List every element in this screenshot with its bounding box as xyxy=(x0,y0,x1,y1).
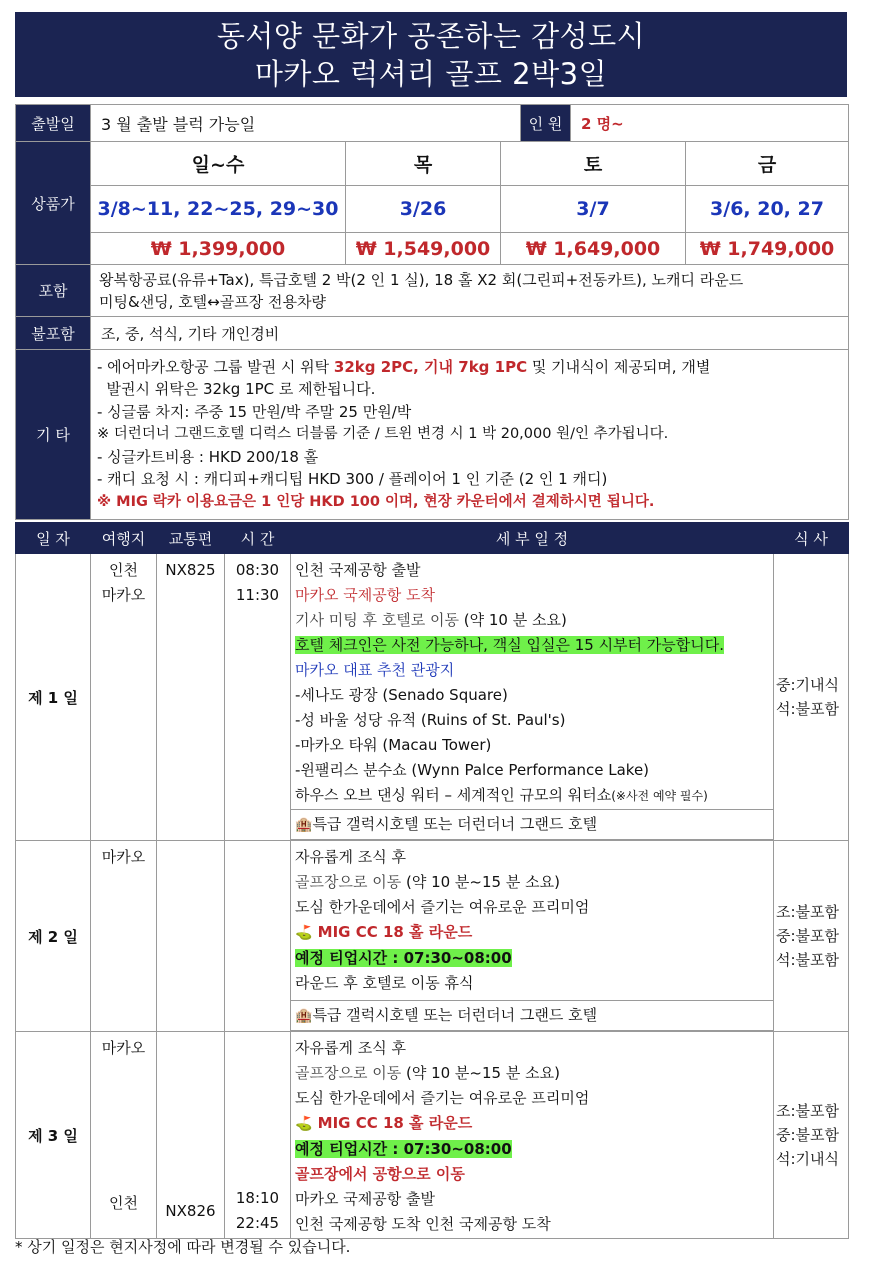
include-line-2: 미팅&샌딩, 호텔↔골프장 전용차량 xyxy=(99,292,326,311)
day-3-time-2: 22:45 xyxy=(235,1214,280,1232)
day-3-meal-3: 석:기내식 xyxy=(776,1150,840,1168)
hotel-icon: 🏨 xyxy=(295,817,313,833)
etc-line-5: - 싱글카트비용 : HKD 200/18 홀 xyxy=(97,447,319,466)
day-2-hotel-name: 특급 갤럭시호텔 또는 더런더너 그랜드 호텔 xyxy=(312,1006,598,1024)
day-2-meals xyxy=(774,841,849,1032)
price-col-dates-1: 3/8~11, 22~25, 29~30 xyxy=(91,186,346,233)
exclude-label: 불포함 xyxy=(16,317,91,350)
day-3-detail-5 xyxy=(291,1137,773,1162)
day-1-detail-5: 마카오 대표 추천 관광지 xyxy=(295,661,455,679)
day-3-detail-2-a: 골프장으로 이동 xyxy=(295,1064,406,1082)
title-line-2: 마카오 럭셔리 골프 2박3일 xyxy=(254,56,608,91)
day-1-details xyxy=(291,554,774,841)
day-3-meal-2: 중:불포함 xyxy=(776,1126,840,1144)
etc-label: 기 타 xyxy=(16,350,91,520)
day-1-places xyxy=(91,554,157,841)
price-col-dates-2: 3/26 xyxy=(346,186,501,233)
day-3-detail-4 xyxy=(291,1111,773,1137)
day-1-meal-2: 석:불포함 xyxy=(776,700,840,718)
day-3-time-1: 18:10 xyxy=(235,1189,280,1207)
day-1-meals xyxy=(774,554,849,841)
day-2-detail-1: 자유롭게 조식 후 xyxy=(295,848,406,866)
day-2-detail-2-b: (약 10 분~15 분 소요) xyxy=(405,873,560,891)
day-1-place-2: 마카오 xyxy=(101,586,146,604)
day-1-hotel-name: 특급 갤럭시호텔 또는 더런더너 그랜드 호텔 xyxy=(312,815,598,833)
day-1-detail-8: -마카오 타워 (Macau Tower) xyxy=(295,736,492,754)
day-1-flight: NX825 xyxy=(157,554,225,841)
day-1-detail-3-a: 기사 미팅 후 호텔로 이동 xyxy=(295,611,464,629)
day-1-times xyxy=(225,554,291,841)
day-3-detail-8: 인천 국제공항 도착 인천 국제공항 도착 xyxy=(295,1215,551,1233)
day-2-details xyxy=(291,841,774,1032)
day-2-hotel xyxy=(291,1000,773,1031)
header-day: 일 자 xyxy=(16,523,91,554)
day-2-times xyxy=(225,841,291,1032)
departure-value: 3 월 출발 블럭 가능일 xyxy=(91,105,521,142)
day-2-detail-3: 도심 한가운데에서 즐기는 여유로운 프리미엄 xyxy=(295,898,590,916)
day-1-time-1: 08:30 xyxy=(235,561,280,579)
day-1-place-1: 인천 xyxy=(109,561,138,579)
day-2-meal-2: 중:불포함 xyxy=(776,927,840,945)
day-1-detail-7: -성 바울 성당 유적 (Ruins of St. Paul's) xyxy=(295,711,566,729)
header-meal: 식 사 xyxy=(774,523,849,554)
day-1-detail-4 xyxy=(291,633,773,658)
day-1-row xyxy=(16,554,849,841)
include-line-1: 왕복항공료(유류+Tax), 특급호텔 2 박(2 인 1 실), 18 홀 X2 회(그린피+전동카트), 노캐디 라운드 xyxy=(99,270,744,289)
etc-line-2: 발권시 위탁은 32kg 1PC 로 제한됩니다. xyxy=(97,380,376,399)
day-3-golf-round: MIG CC 18 홀 라운드 xyxy=(317,1114,473,1132)
price-col-day-2: 목 xyxy=(346,142,501,186)
golf-flag-icon: ⛳ xyxy=(295,1116,313,1132)
day-1-detail-3-b: (약 10 분 소요) xyxy=(463,611,567,629)
header-place: 여행지 xyxy=(91,523,157,554)
day-1-label: 제 1 일 xyxy=(16,554,91,841)
title-banner xyxy=(15,12,847,97)
day-2-detail-5 xyxy=(291,946,773,971)
etc-value xyxy=(91,350,849,520)
price-col-dates-3: 3/7 xyxy=(501,186,686,233)
day-3-detail-6: 골프장에서 공항으로 이동 xyxy=(295,1165,465,1183)
day-2-teetime: 예정 티업시간 : 07:30~08:00 xyxy=(295,949,512,967)
day-2-detail-2 xyxy=(291,870,773,895)
etc-line-3: - 싱글룸 차지: 주중 15 만원/박 주말 25 만원/박 xyxy=(97,402,412,421)
departure-label: 출발일 xyxy=(16,105,91,142)
price-col-day-4: 금 xyxy=(686,142,849,186)
day-3-flight: NX826 xyxy=(157,1032,225,1239)
day-3-label: 제 3 일 xyxy=(16,1032,91,1239)
day-3-places xyxy=(91,1032,157,1239)
day-1-detail-6: -세나도 광장 (Senado Square) xyxy=(295,686,508,704)
day-3-detail-7: 마카오 국제공항 출발 xyxy=(295,1190,435,1208)
include-label: 포함 xyxy=(16,265,91,317)
day-3-meals xyxy=(774,1032,849,1239)
day-2-meal-1: 조:불포함 xyxy=(776,903,840,921)
etc-line-6: - 캐디 요청 시 : 캐디피+캐디팁 HKD 300 / 플레이어 1 인 기준 (2 인 1 캐디) xyxy=(97,470,608,489)
day-1-checkin-note: 호텔 체크인은 사전 가능하나, 객실 입실은 15 시부터 가능합니다. xyxy=(295,636,725,654)
day-3-details xyxy=(291,1032,774,1239)
title-line-1: 동서양 문화가 공존하는 감성도시 xyxy=(216,18,646,53)
day-2-detail-4 xyxy=(291,920,773,946)
etc-line-1-highlight: 32kg 2PC, 기내 7kg 1PC xyxy=(333,357,528,376)
include-value xyxy=(91,265,849,317)
price-col-price-3: ₩ 1,649,000 xyxy=(501,233,686,265)
golf-flag-icon: ⛳ xyxy=(295,925,313,941)
price-label: 상품가 xyxy=(16,142,91,265)
day-1-detail-10-a: 하우스 오브 댄싱 워터 – 세계적인 규모의 워터쇼 xyxy=(295,786,612,804)
price-col-day-3: 토 xyxy=(501,142,686,186)
people-label: 인 원 xyxy=(521,105,571,142)
day-1-detail-2: 마카오 국제공항 도착 xyxy=(295,586,435,604)
people-value: 2 명~ xyxy=(571,105,849,142)
day-1-time-2: 11:30 xyxy=(235,586,280,604)
day-3-row xyxy=(16,1032,849,1239)
day-3-detail-2 xyxy=(291,1061,773,1086)
day-3-detail-2-b: (약 10 분~15 분 소요) xyxy=(405,1064,560,1082)
day-1-detail-10 xyxy=(291,783,773,809)
day-2-label: 제 2 일 xyxy=(16,841,91,1032)
day-3-detail-3: 도심 한가운데에서 즐기는 여유로운 프리미엄 xyxy=(295,1089,590,1107)
day-3-times xyxy=(225,1032,291,1239)
day-2-detail-2-a: 골프장으로 이동 xyxy=(295,873,406,891)
price-col-dates-4: 3/6, 20, 27 xyxy=(686,186,849,233)
day-3-detail-1: 자유롭게 조식 후 xyxy=(295,1039,406,1057)
etc-line-1-c: 및 기내식이 제공되며, 개별 xyxy=(527,357,711,376)
day-1-hotel xyxy=(291,809,773,840)
etc-line-1 xyxy=(97,356,842,379)
day-2-meal-3: 석:불포함 xyxy=(776,951,840,969)
day-3-place-1: 마카오 xyxy=(101,1039,146,1057)
day-1-detail-1: 인천 국제공항 출발 xyxy=(295,561,421,579)
day-3-teetime: 예정 티업시간 : 07:30~08:00 xyxy=(295,1140,512,1158)
day-3-place-2: 인천 xyxy=(109,1194,138,1212)
header-transport: 교통편 xyxy=(157,523,225,554)
day-3-meal-1: 조:불포함 xyxy=(776,1102,840,1120)
day-1-meal-1: 중:기내식 xyxy=(776,676,840,694)
price-col-price-4: ₩ 1,749,000 xyxy=(686,233,849,265)
day-2-golf-round: MIG CC 18 홀 라운드 xyxy=(317,923,473,941)
exclude-value: 조, 중, 석식, 기타 개인경비 xyxy=(91,317,849,350)
etc-line-1-a: - 에어마카오항공 그룹 발권 시 위탁 xyxy=(97,357,334,376)
footer-note: * 상기 일정은 현지사정에 따라 변경될 수 있습니다. xyxy=(15,1238,351,1256)
day-2-place-1: 마카오 xyxy=(91,841,157,1032)
day-1-detail-10-b: (※사전 예약 필수) xyxy=(611,789,708,803)
price-col-price-1: ₩ 1,399,000 xyxy=(91,233,346,265)
price-col-price-2: ₩ 1,549,000 xyxy=(346,233,501,265)
etc-line-4: ※ 더런더너 그랜드호텔 디럭스 더블룸 기준 / 트윈 변경 시 1 박 20,000 원/인 추가됩니다. xyxy=(97,426,669,443)
etc-line-7: ※ MIG 락카 이용요금은 1 인당 HKD 100 이며, 현장 카운터에서 결제하시면 됩니다. xyxy=(97,493,655,510)
price-col-day-1: 일~수 xyxy=(91,142,346,186)
day-1-detail-3 xyxy=(291,608,773,633)
itinerary-table xyxy=(15,522,849,1239)
product-info-table xyxy=(15,104,849,520)
header-time: 시 간 xyxy=(225,523,291,554)
day-1-detail-9: -윈팰리스 분수쇼 (Wynn Palce Performance Lake) xyxy=(295,761,650,779)
day-2-row xyxy=(16,841,849,1032)
day-2-flight xyxy=(157,841,225,1032)
day-2-detail-6: 라운드 후 호텔로 이동 휴식 xyxy=(295,974,474,992)
header-detail: 세 부 일 정 xyxy=(291,523,774,554)
hotel-icon: 🏨 xyxy=(295,1008,313,1024)
